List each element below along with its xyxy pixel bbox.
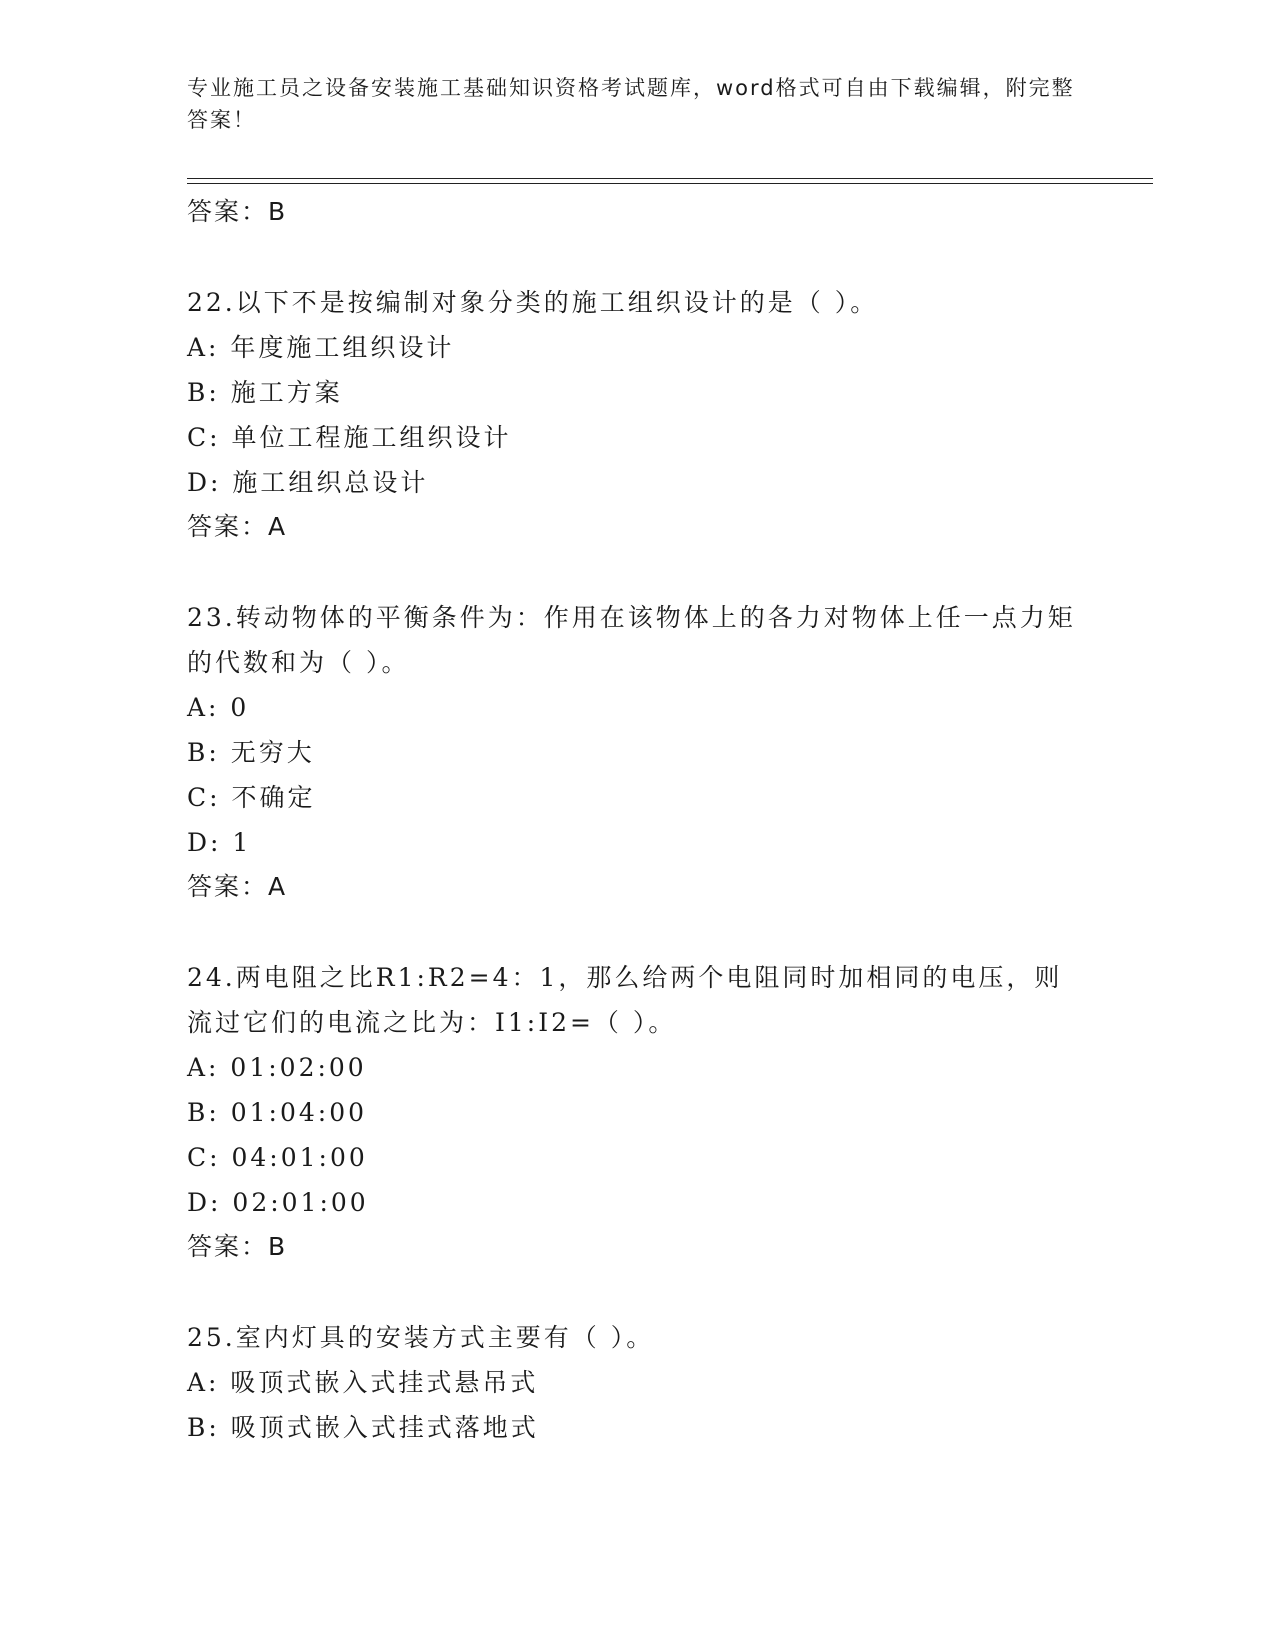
header-rule [187, 178, 1153, 179]
option-d: D: 1 [187, 828, 252, 857]
question-25 [187, 1315, 1087, 1450]
question-stem: 25.室内灯具的安装方式主要有（ ）。 [187, 1323, 655, 1352]
question-23 [187, 595, 1087, 909]
answer-line: 答案：A [187, 512, 288, 541]
header-rule-double [187, 183, 1153, 184]
question-stem: 24.两电阻之比R1:R2=4：1，那么给两个电阻同时加相同的电压，则流过它们的电流之比为：I1:I2=（ ）。 [187, 963, 1063, 1037]
question-22 [187, 280, 1087, 549]
option-b: B: 吸顶式嵌入式挂式落地式 [187, 1413, 539, 1442]
question-list [187, 190, 1087, 1450]
option-a: A: 吸顶式嵌入式挂式悬吊式 [187, 1368, 539, 1397]
option-b: B: 施工方案 [187, 378, 343, 407]
previous-answer: 答案：B [187, 197, 288, 226]
option-a: A: 年度施工组织设计 [187, 333, 455, 362]
question-stem: 22.以下不是按编制对象分类的施工组织设计的是（ ）。 [187, 288, 879, 317]
option-d: D: 施工组织总设计 [187, 468, 429, 497]
option-a: A: 01:02:00 [187, 1053, 367, 1082]
option-a: A: 0 [187, 693, 250, 722]
question-stem: 23.转动物体的平衡条件为：作用在该物体上的各力对物体上任一点力矩的代数和为（ ）。 [187, 603, 1076, 677]
answer-line: 答案：B [187, 1232, 288, 1261]
option-c: C: 单位工程施工组织设计 [187, 423, 512, 452]
option-c: C: 04:01:00 [187, 1143, 368, 1172]
option-b: B: 无穷大 [187, 738, 315, 767]
option-b: B: 01:04:00 [187, 1098, 368, 1127]
option-c: C: 不确定 [187, 783, 316, 812]
answer-line: 答案：A [187, 872, 288, 901]
question-24 [187, 955, 1087, 1269]
option-d: D: 02:01:00 [187, 1188, 369, 1217]
page-header: 专业施工员之设备安装施工基础知识资格考试题库，word格式可自由下载编辑，附完整答案！ [187, 76, 1075, 132]
